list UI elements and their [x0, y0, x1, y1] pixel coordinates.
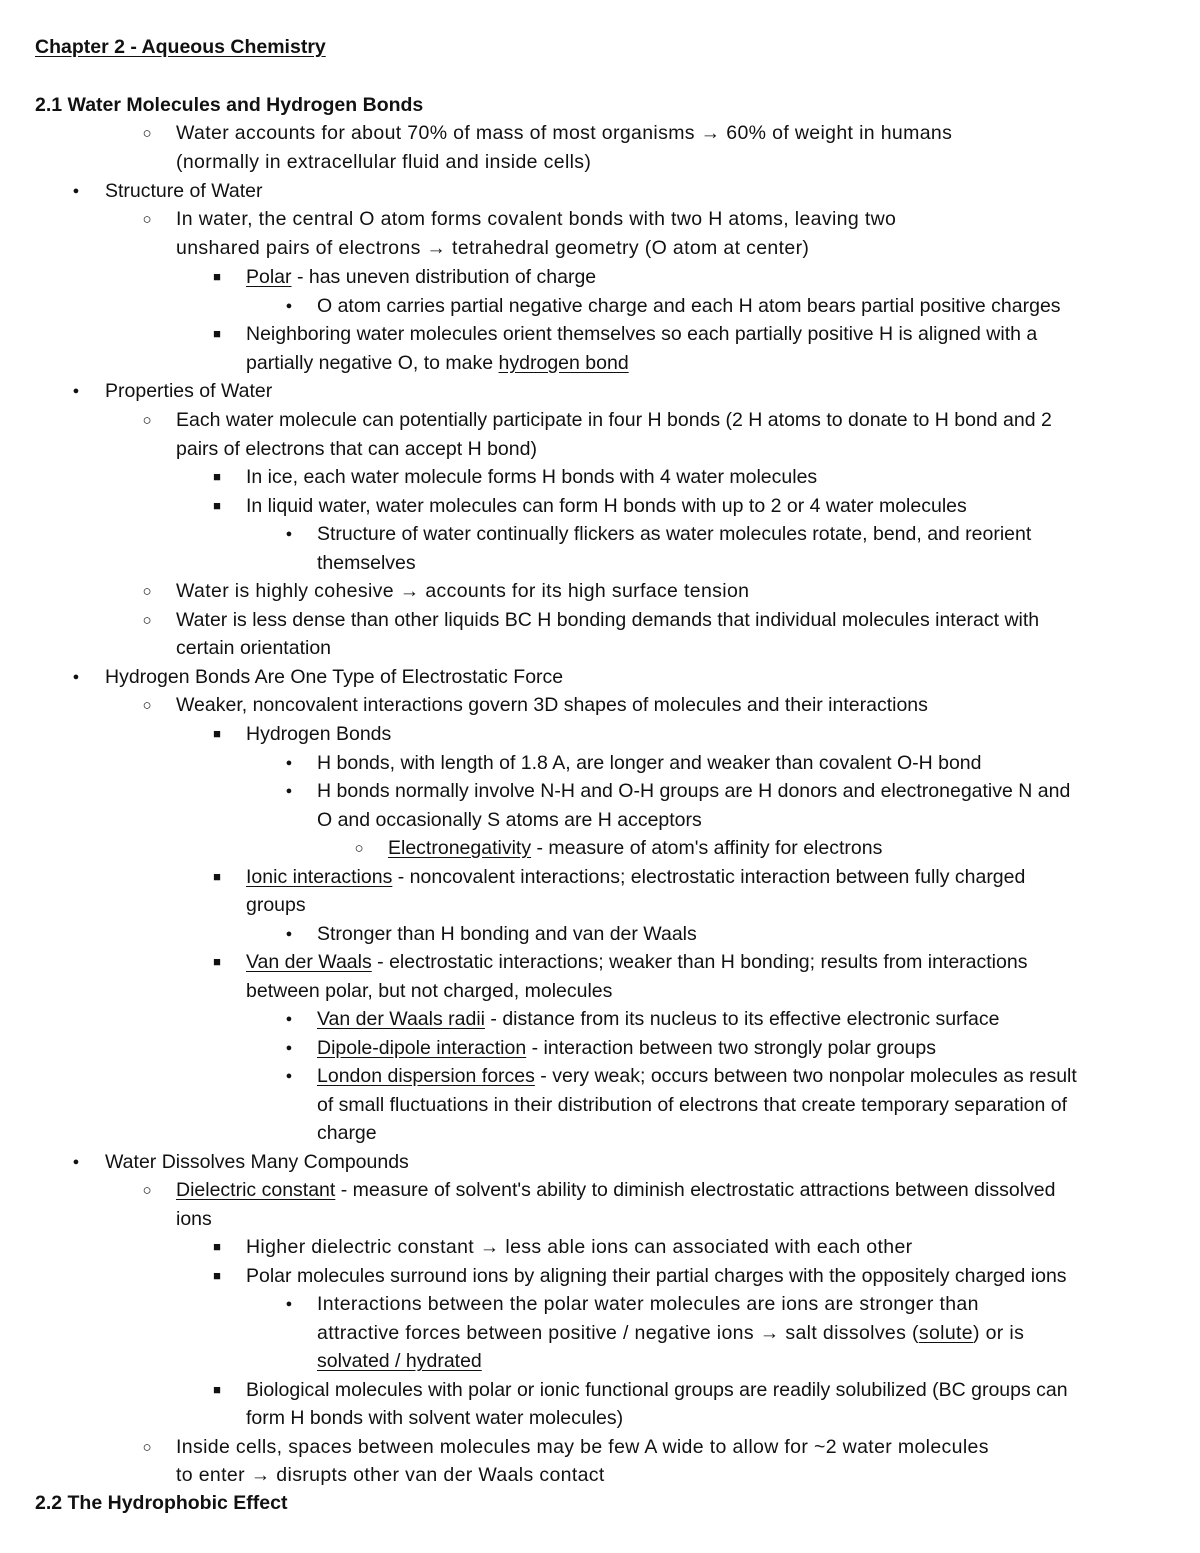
term-solvated-hydrated: solvated / hydrated	[317, 1350, 482, 1372]
note-line: Weaker, noncovalent interactions govern 3D shapes of molecules and their interactions	[176, 694, 928, 716]
note-line	[317, 1062, 1077, 1091]
definition-text: - distance from its nucleus to its effective electronic surface	[485, 1008, 1000, 1030]
disc-bullet	[279, 920, 299, 949]
chapter-title: Chapter 2 - Aqueous Chemistry	[35, 36, 326, 58]
note-line	[246, 263, 596, 292]
disc-bullet	[66, 1148, 86, 1177]
subheading-hydrogen-bonds-electrostatic: Hydrogen Bonds Are One Type of Electrostatic Force	[105, 666, 564, 688]
note-line: to enter → disrupts other van der Waals contact	[176, 1464, 605, 1486]
note-line: unshared pairs of electrons → tetrahedral geometry (O atom at center)	[176, 237, 810, 259]
note-text: attractive forces between positive / negative ions → salt dissolves (	[317, 1322, 919, 1344]
note-line: groups	[246, 894, 306, 916]
note-line: In liquid water, water molecules can form H bonds with up to 2 or 4 water molecules	[246, 495, 967, 517]
term-ionic-interactions: Ionic interactions	[246, 866, 393, 888]
note-line: between polar, but not charged, molecules	[246, 980, 613, 1002]
term-solute: solute	[918, 1322, 973, 1344]
note-line: certain orientation	[176, 637, 332, 659]
note-line: H bonds normally involve N-H and O-H groups are H donors and electronegative N and	[317, 780, 1071, 802]
square-bullet	[207, 320, 227, 349]
square-bullet	[207, 492, 227, 521]
note-line	[176, 1176, 1055, 1205]
note-line: form H bonds with solvent water molecules)	[246, 1407, 624, 1429]
circle-bullet	[137, 119, 157, 149]
note-line: In water, the central O atom forms covalent bonds with two H atoms, leaving two	[176, 208, 897, 230]
note-line: Neighboring water molecules orient themselves so each partially positive H is aligned with a	[246, 323, 1038, 345]
definition-text: - electrostatic interactions; weaker than H bonding; results from interactions	[371, 951, 1028, 973]
square-bullet	[207, 720, 227, 749]
square-bullet	[207, 1233, 227, 1262]
square-bullet	[207, 863, 227, 892]
square-bullet	[207, 1262, 227, 1291]
note-line	[246, 349, 629, 378]
note-text: ) or is	[972, 1322, 1025, 1344]
note-line	[388, 834, 882, 863]
definition-text: - interaction between two strongly polar groups	[526, 1037, 936, 1059]
circle-bullet	[137, 606, 157, 636]
disc-bullet	[66, 377, 86, 406]
disc-bullet	[279, 1062, 299, 1091]
note-line: Water accounts for about 70% of mass of most organisms → 60% of weight in humans	[176, 122, 953, 144]
disc-bullet	[279, 292, 299, 321]
circle-bullet	[137, 205, 157, 235]
square-bullet	[207, 948, 227, 977]
note-line	[317, 1034, 936, 1063]
circle-bullet	[137, 1176, 157, 1206]
circle-bullet	[137, 577, 157, 607]
note-line: themselves	[317, 552, 416, 574]
term-dipole-dipole: Dipole-dipole interaction	[317, 1037, 527, 1059]
note-line: Inside cells, spaces between molecules may be few A wide to allow for ~2 water molecules	[176, 1436, 989, 1458]
circle-bullet	[137, 1433, 157, 1463]
definition-text: - has uneven distribution of charge	[291, 266, 597, 288]
term-electronegativity: Electronegativity	[388, 837, 532, 859]
note-line: ions	[176, 1208, 212, 1230]
note-line: Biological molecules with polar or ionic functional groups are readily solubilized (BC groups can	[246, 1379, 1068, 1401]
term-dielectric-constant: Dielectric constant	[176, 1179, 336, 1201]
note-line: O and occasionally S atoms are H acceptors	[317, 809, 702, 831]
term-van-der-waals-radii: Van der Waals radii	[317, 1008, 485, 1030]
disc-bullet	[279, 1005, 299, 1034]
subheading-structure-of-water: Structure of Water	[105, 180, 263, 202]
definition-text: - measure of solvent's ability to diminish electrostatic attractions between dissolved	[335, 1179, 1056, 1201]
note-line: Interactions between the polar water molecules are ions are stronger than	[317, 1293, 979, 1315]
note-line: Hydrogen Bonds	[246, 723, 392, 745]
note-text: partially negative O, to make	[246, 352, 499, 374]
note-line: of small fluctuations in their distribution of electrons that create temporary separation of	[317, 1094, 1068, 1116]
disc-bullet	[279, 777, 299, 806]
note-line: pairs of electrons that can accept H bond)	[176, 438, 537, 460]
subheading-water-dissolves: Water Dissolves Many Compounds	[105, 1151, 409, 1173]
note-line: O atom carries partial negative charge and each H atom bears partial positive charges	[317, 295, 1061, 317]
term-hydrogen-bond: hydrogen bond	[498, 352, 629, 374]
note-line: Each water molecule can potentially participate in four H bonds (2 H atoms to donate to H bond and 2	[176, 409, 1052, 431]
disc-bullet	[279, 1290, 299, 1319]
note-line: charge	[317, 1122, 377, 1144]
note-line: H bonds, with length of 1.8 A, are longer and weaker than covalent O-H bond	[317, 752, 982, 774]
note-line	[317, 1347, 482, 1376]
note-line: In ice, each water molecule forms H bonds with 4 water molecules	[246, 466, 818, 488]
disc-bullet	[279, 1034, 299, 1063]
disc-bullet	[66, 663, 86, 692]
note-line	[246, 948, 1027, 977]
note-line	[246, 863, 1025, 892]
note-line: Stronger than H bonding and van der Waals	[317, 923, 697, 945]
note-line	[317, 1005, 999, 1034]
term-polar: Polar	[246, 266, 292, 288]
note-line: Water is highly cohesive → accounts for its high surface tension	[176, 580, 750, 602]
definition-text: - measure of atom's affinity for electrons	[531, 837, 883, 859]
square-bullet	[207, 463, 227, 492]
disc-bullet	[279, 749, 299, 778]
term-london-dispersion: London dispersion forces	[317, 1065, 535, 1087]
disc-bullet	[279, 520, 299, 549]
square-bullet	[207, 1376, 227, 1405]
disc-bullet	[66, 177, 86, 206]
square-bullet	[207, 263, 227, 292]
note-line: Higher dielectric constant → less able ions can associated with each other	[246, 1236, 913, 1258]
circle-bullet	[137, 691, 157, 721]
subheading-properties-of-water: Properties of Water	[105, 380, 273, 402]
definition-text: - very weak; occurs between two nonpolar molecules as result	[534, 1065, 1077, 1087]
note-line: Polar molecules surround ions by aligning their partial charges with the oppositely charged ions	[246, 1265, 1067, 1287]
circle-bullet	[137, 406, 157, 436]
definition-text: - noncovalent interactions; electrostatic interaction between fully charged	[392, 866, 1026, 888]
note-line: Water is less dense than other liquids BC H bonding demands that individual molecules interact with	[176, 609, 1040, 631]
note-line	[317, 1319, 1024, 1348]
term-van-der-waals: Van der Waals	[246, 951, 372, 973]
circle-bullet	[349, 834, 369, 864]
note-line: (normally in extracellular fluid and inside cells)	[176, 151, 592, 173]
note-line: Structure of water continually flickers as water molecules rotate, bend, and reorient	[317, 523, 1032, 545]
section-2-2-heading: 2.2 The Hydrophobic Effect	[35, 1492, 288, 1514]
section-2-1-heading: 2.1 Water Molecules and Hydrogen Bonds	[35, 94, 424, 116]
